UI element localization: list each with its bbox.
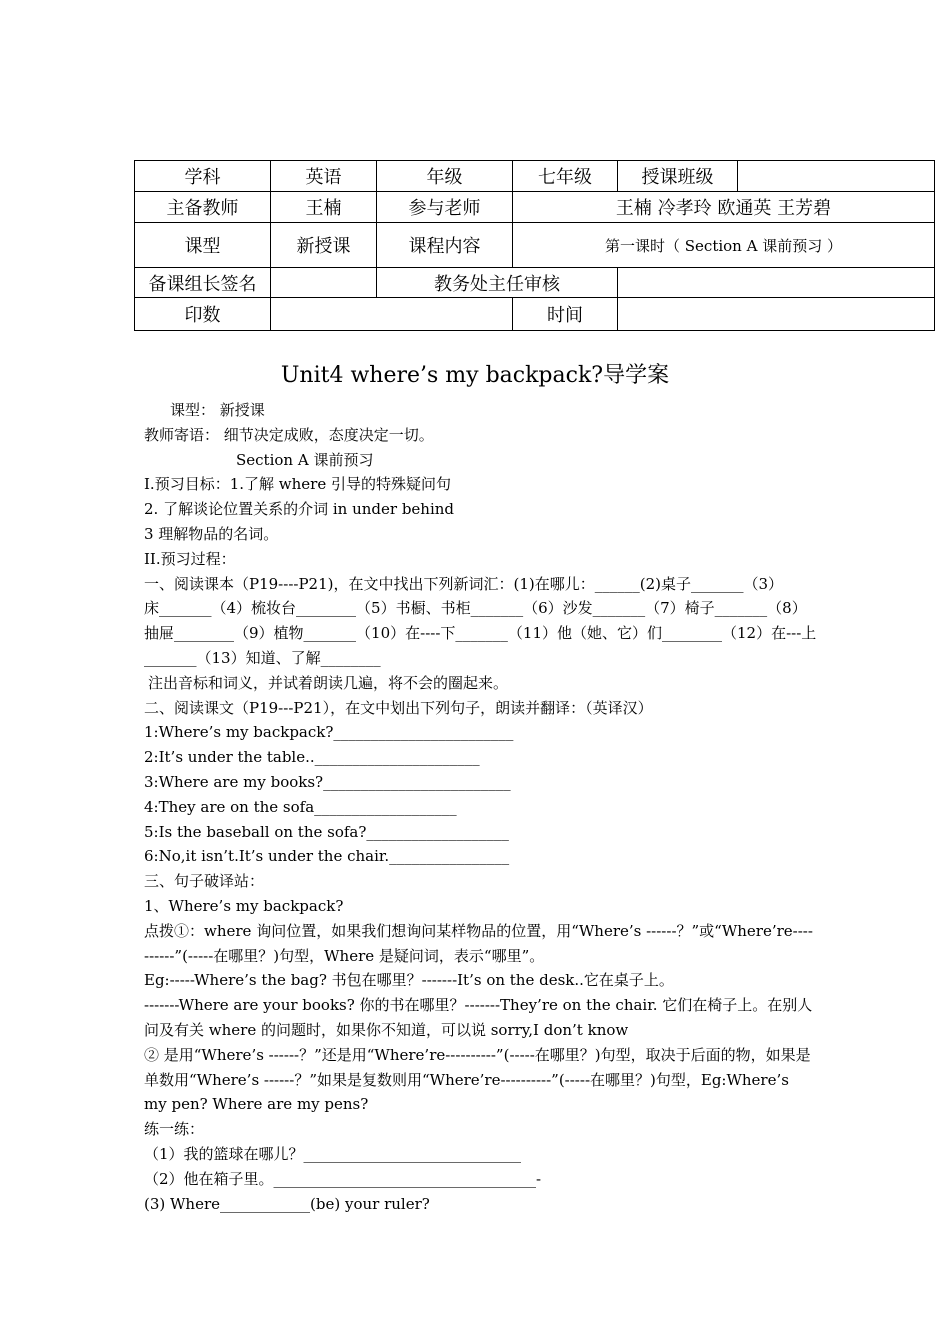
sentence-line: 2:It’s under the table..______________________	[144, 748, 480, 767]
participants-label: 参与老师	[377, 192, 513, 223]
table-row	[135, 268, 935, 298]
sentence-line: 6:No,it isn’t.It’s under the chair.________________	[144, 847, 510, 866]
director-review-label: 教务处主任审核	[377, 268, 618, 298]
decode-line: 1、Where’s my backpack?	[144, 896, 344, 915]
sentence-line: 3:Where are my books?_________________________	[144, 772, 511, 791]
table-row	[135, 192, 935, 223]
lead-teacher-label: 主备教师	[135, 192, 271, 223]
lesson-type-line: 课型： 新授课	[170, 401, 265, 419]
practice-line: （1）我的篮球在哪儿？_____________________________	[144, 1144, 522, 1163]
sentence-line: 5:Is the baseball on the sofa?___________________	[144, 822, 509, 841]
practice-line: （2）他在箱子里。___________________________________-	[144, 1169, 542, 1188]
document-body	[144, 398, 817, 1216]
vocab-line: 床_______（4）梳妆台________（5）书橱、书柜_______（6）沙发_______（7）椅子_______（8）	[144, 599, 807, 618]
grade-value: 七年级	[513, 161, 618, 192]
instruction-line: 注出音标和词义，并试着朗读几遍，将不会的圈起来。	[148, 673, 509, 692]
tip-paragraph: 点拨①：where 询问位置，如果我们想询问某样物品的位置，用“Where’s ------？”或“Where’re----------”(-----在哪里？)句型，Where 是疑问词，表示“哪里”。	[144, 921, 813, 965]
reading-heading: 二、阅读课文（P19---P21），在文中划出下列句子，朗读并翻译：（英译汉）	[144, 698, 653, 717]
table-row	[135, 161, 935, 192]
participants-value: 王楠 冷孝玲 欧通英 王芳碧	[513, 192, 935, 223]
goal-line: 2. 了解谈论位置关系的介词 in under behind	[144, 500, 455, 519]
director-review-value	[618, 268, 935, 298]
content-value: 第一课时（ Section A 课前预习 ）	[513, 223, 935, 268]
process-heading: II.预习过程：	[144, 549, 236, 568]
print-count-value	[271, 298, 513, 331]
teacher-message: 教师寄语： 细节决定成败，态度决定一切。	[144, 425, 434, 444]
tip-paragraph: ② 是用“Where’s ------？”还是用“Where’re----------”(-----在哪里？)句型，取决于后面的物，如果是单数用“Where’s ------？”如果是复数则用“Where’re----------”(-----在哪里？)句型，Eg:Where’s my pen? Where are my pens?	[144, 1045, 811, 1114]
time-label: 时间	[513, 298, 618, 331]
practice-heading: 练一练：	[144, 1120, 205, 1139]
vocab-line: 一、阅读课本（P19----P21)，在文中找出下列新词汇：(1)在哪儿：______(2)桌子_______（3）	[144, 574, 784, 593]
group-leader-value	[271, 268, 377, 298]
vocab-line: 抽屉________（9）植物_______（10）在----下_______（11）他（她、它）们________（12）在---上	[144, 624, 817, 643]
print-count-label: 印数	[135, 298, 271, 331]
page-title: Unit4 where’s my backpack?导学案	[280, 363, 670, 388]
sentence-line: 1:Where’s my backpack?________________________	[144, 723, 514, 742]
class-value	[738, 161, 935, 192]
goal-line: 3 理解物品的名词。	[144, 524, 279, 543]
practice-line: (3) Where____________(be) your ruler?	[144, 1194, 430, 1213]
decode-heading: 三、句子破译站：	[144, 872, 265, 891]
lesson-type-label: 课型	[135, 223, 271, 268]
info-table	[134, 160, 935, 331]
lesson-type-value: 新授课	[271, 223, 377, 268]
class-label: 授课班级	[618, 161, 738, 192]
sentence-line: 4:They are on the sofa___________________	[144, 797, 457, 816]
subject-label: 学科	[135, 161, 271, 192]
subject-value: 英语	[271, 161, 377, 192]
table-row	[135, 298, 935, 331]
grade-label: 年级	[377, 161, 513, 192]
example-paragraph: -------Where are your books? 你的书在哪里？-------They’re on the chair. 它们在椅子上。在别人问及有关 where 的问题时，如果你不知道，可以说 sorry,I don’t know	[144, 996, 813, 1039]
vocab-line: _______（13）知道、了解________	[144, 648, 381, 667]
section-heading: Section A 课前预习	[236, 450, 374, 469]
goal-line: I.预习目标：1.了解 where 引导的特殊疑问句	[144, 475, 451, 494]
table-row	[135, 223, 935, 268]
group-leader-label: 备课组长签名	[135, 268, 271, 298]
content-label: 课程内容	[377, 223, 513, 268]
time-value	[618, 298, 935, 331]
example-line: Eg:-----Where’s the bag? 书包在哪里？-------It’s on the desk..它在桌子上。	[144, 971, 674, 990]
lead-teacher-value: 王楠	[271, 192, 377, 223]
